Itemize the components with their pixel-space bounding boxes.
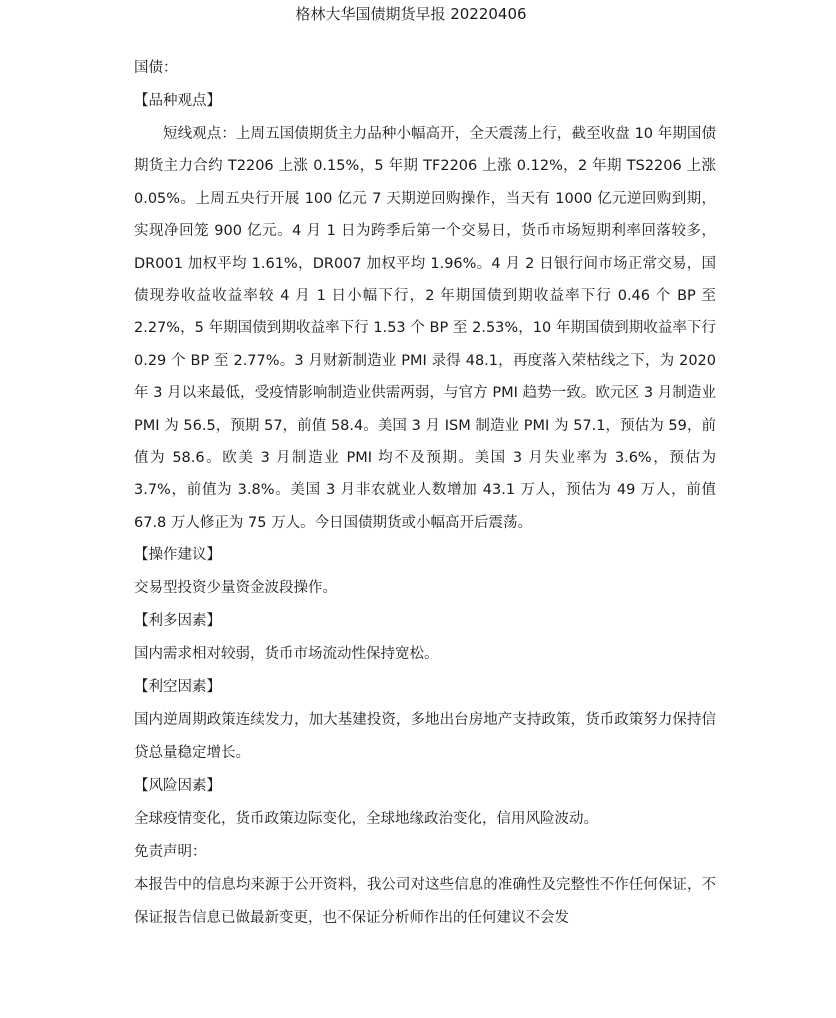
risk-paragraph: 全球疫情变化，货币政策边际变化，全球地缘政治变化，信用风险波动。 [134,811,598,828]
suggestion-paragraph: 交易型投资少量资金波段操作。 [134,580,337,597]
bearish-paragraph: 国内逆周期政策连续发力，加大基建投资，多地出台房地产支持政策，货币政策努力保持信贷总量稳定增长。 [134,712,716,762]
heading-risk: 【风险因素】 [134,778,221,795]
bullish-paragraph: 国内需求相对较弱，货币市场流动性保持宽松。 [134,646,439,663]
view-paragraph: 短线观点：上周五国债期货主力品种小幅高开，全天震荡上行，截至收盘 10 年期国债期货主力合约 T2206 上涨 0.15%，5 年期 TF2206 上涨 0.12%，2 年期 TS2206 上涨 0.05%。上周五央行开展 100 亿元 7 天期逆回购操作，当天有 1000 亿元逆回购到期，实现净回笼 900 亿元。4 月 1 日为跨季后第一个交易日，货币市场短期利率回落较多，DR001 加权平均 1.61%，DR007 加权平均 1.96%。4 月 2 日银行间市场正常交易，国债现券收益收益率较 4 月 1 日小幅下行，2 年期国债到期收益率下行 0.46 个 BP 至 2.27%，5 年期国债到期收益率下行 1.53 个 BP 至 2.53%，10 年期国债到期收益率下行 0.29 个 BP 至 2.77%。3 月财新制造业 PMI 录得 48.1，再度落入荣枯线之下，为 2020 年 3 月以来最低，受疫情影响制造业供需两弱，与官方 PMI 趋势一致。欧元区 3 月制造业 PMI 为 56.5，预期 57，前值 58.4。美国 3 月 ISM 制造业 PMI 为 57.1，预估为 59，前值为 58.6。欧美 3 月制造业 PMI 均不及预期。美国 3 月失业率为 3.6%，预估为 3.7%，前值为 3.8%。美国 3 月非农就业人数增加 43.1 万人，预估为 49 万人，前值 67.8 万人修正为 75 万人。今日国债期货或小幅高开后震荡。 [134,126,716,531]
report-body [134,52,716,935]
section-label: 国债： [134,60,178,76]
disclaimer-paragraph: 本报告中的信息均来源于公开资料，我公司对这些信息的准确性及完整性不作任何保证，不保证报告信息已做最新变更，也不保证分析师作出的任何建议不会发 [134,877,716,927]
report-title: 格林大华国债期货早报 20220406 [295,5,527,23]
heading-view: 【品种观点】 [134,93,221,109]
heading-bearish: 【利空因素】 [134,679,221,696]
heading-bullish: 【利多因素】 [134,613,221,630]
heading-suggestion: 【操作建议】 [134,547,221,564]
disclaimer-label: 免责声明： [134,844,207,861]
